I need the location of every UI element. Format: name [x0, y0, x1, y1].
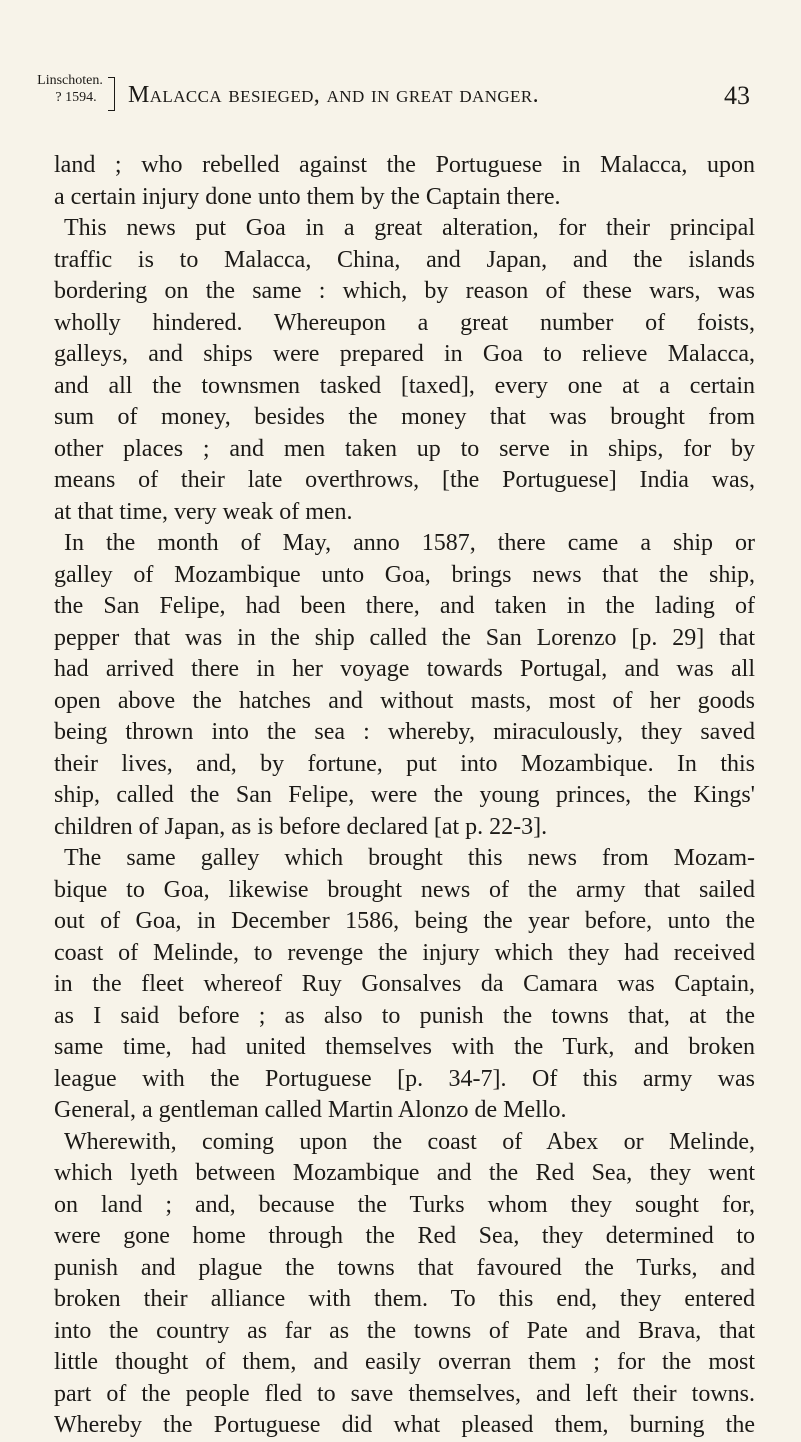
text-line: pepper that was in the ship called the San Lorenzo [p. 29] that [54, 624, 755, 651]
text-line: and all the townsmen tasked [taxed], every one at a certain [54, 372, 755, 399]
body-text [54, 150, 755, 1442]
text-line: bordering on the same : which, by reason of these wars, was [54, 278, 755, 304]
text-line: part of the people fled to save themselves, and left their towns. [54, 1380, 755, 1407]
text-line: open above the hatches and without masts, most of her goods [54, 687, 755, 714]
text-line: a certain injury done unto them by the Captain there. [54, 183, 561, 210]
text-line: In the month of May, anno 1587, there came a ship or [64, 530, 755, 556]
text-line: their lives, and, by fortune, put into Mozambique. In this [54, 750, 755, 777]
text-line: General, a gentleman called Martin Alonzo de Mello. [54, 1097, 567, 1123]
text-line: Whereby the Portuguese did what pleased them, burning the [54, 1412, 755, 1438]
margin-year-value: 1594. [65, 90, 97, 105]
running-title: Malacca besieged, and in great danger. [128, 82, 539, 108]
margin-author: Linschoten. [37, 73, 103, 88]
text-line: Wherewith, coming upon the coast of Abex or Melinde, [64, 1128, 755, 1155]
text-line: galleys, and ships were prepared in Goa to relieve Malacca, [54, 341, 755, 367]
text-line: little thought of them, and easily overran them ; for the most [54, 1349, 755, 1375]
text-line: ship, called the San Felipe, were the young princes, the Kings' [54, 782, 755, 808]
margin-question: ? [55, 90, 62, 105]
text-line: league with the Portuguese [p. 34-7]. Of this army was [54, 1065, 755, 1092]
text-line: at that time, very weak of men. [54, 498, 353, 525]
margin-note [30, 72, 110, 106]
text-line: coast of Melinde, to revenge the injury which they had received [54, 939, 755, 966]
text-line: sum of money, besides the money that was brought from [54, 404, 755, 430]
text-line: on land ; and, because the Turks whom they sought for, [54, 1191, 755, 1218]
text-line: into the country as far as the towns of Pate and Brava, that [54, 1317, 755, 1344]
text-line: as I said before ; as also to punish the towns that, at the [54, 1002, 755, 1029]
text-line: had arrived there in her voyage towards Portugal, and was all [54, 656, 755, 682]
text-line: which lyeth between Mozambique and the Red Sea, they went [54, 1160, 755, 1186]
margin-year [30, 89, 110, 106]
text-line: same time, had united themselves with the Turk, and broken [54, 1034, 755, 1060]
text-line: This news put Goa in a great alteration, for their principal [64, 215, 755, 241]
text-line: bique to Goa, likewise brought news of the army that sailed [54, 876, 755, 903]
text-line: out of Goa, in December 1586, being the year before, unto the [54, 908, 755, 934]
text-line: The same galley which brought this news from Mozam- [64, 845, 755, 871]
page-number: 43 [724, 81, 750, 110]
text-line: other places ; and men taken up to serve in ships, for by [54, 435, 755, 462]
text-line: wholly hindered. Whereupon a great number of foists, [54, 309, 755, 336]
text-line: in the fleet whereof Ruy Gonsalves da Camara was Captain, [54, 971, 755, 997]
text-line: galley of Mozambique unto Goa, brings news that the ship, [54, 561, 755, 588]
margin-bracket [108, 77, 115, 111]
text-line: were gone home through the Red Sea, they determined to [54, 1223, 755, 1249]
text-line: punish and plague the towns that favoured the Turks, and [54, 1254, 755, 1281]
text-line: children of Japan, as is before declared [at p. 22-3]. [54, 813, 548, 840]
text-line: means of their late overthrows, [the Portuguese] India was, [54, 467, 755, 493]
text-line: traffic is to Malacca, China, and Japan, and the islands [54, 246, 755, 273]
text-line: being thrown into the sea : whereby, miraculously, they saved [54, 719, 755, 745]
page-header [30, 72, 750, 120]
text-line: broken their alliance with them. To this end, they entered [54, 1286, 755, 1312]
text-line: the San Felipe, had been there, and taken in the lading of [54, 593, 755, 619]
text-line: land ; who rebelled against the Portuguese in Malacca, upon [54, 152, 755, 178]
